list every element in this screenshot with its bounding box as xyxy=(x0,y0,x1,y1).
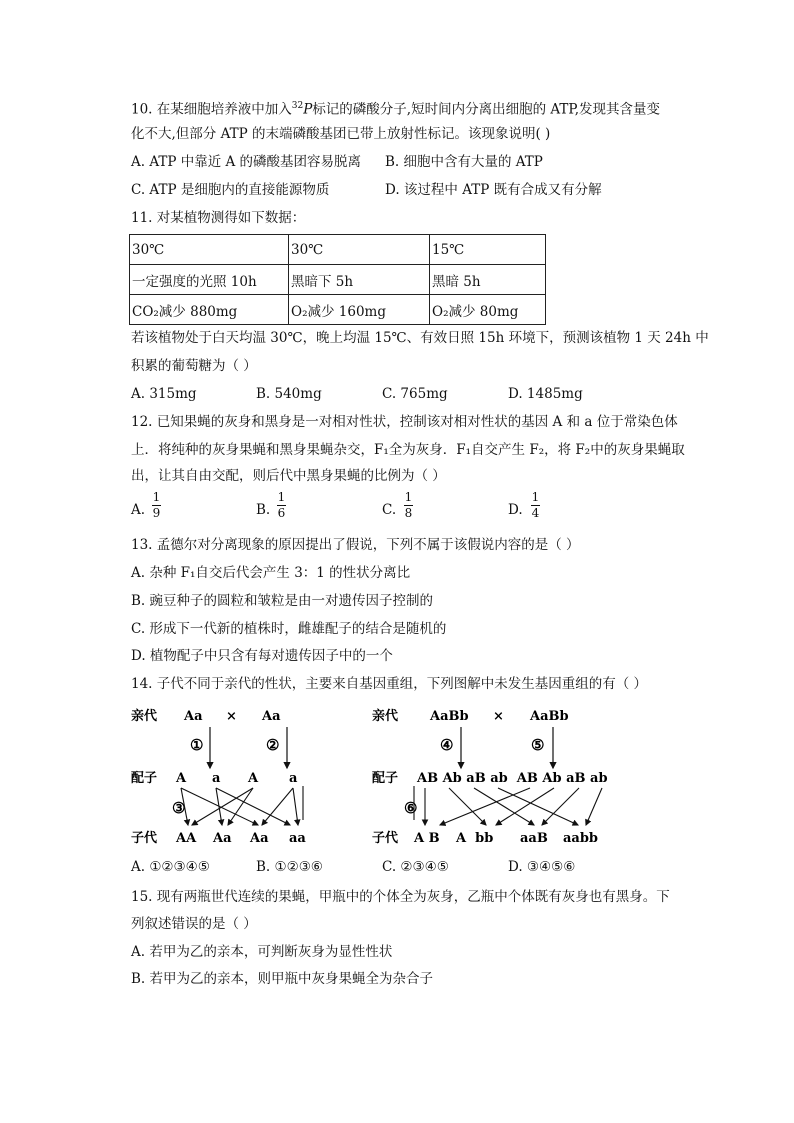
q12-stem-line1: 12. 已知果蝇的灰身和黑身是一对相对性状，控制该对相对性状的基因 A 和 a 位于常染色体 xyxy=(131,414,678,430)
step-3-label: ③ xyxy=(172,799,186,817)
gamete-a-1: a xyxy=(212,771,221,786)
left-parent-label: 亲代 xyxy=(131,709,158,724)
right-offspring-label: 子代 xyxy=(372,831,399,846)
offspring-A_bb: A bb xyxy=(456,831,494,846)
right-gamete-label: 配子 xyxy=(372,771,399,786)
offspring-A_B_: A B xyxy=(414,831,440,846)
table-row xyxy=(130,295,546,325)
q10-stem-line1 xyxy=(131,96,660,120)
right-gametes: AB Ab aB ab AB Ab aB ab xyxy=(417,771,608,786)
q12-option-b-label: B. xyxy=(256,502,271,518)
q11-option-b: B. 540mg xyxy=(256,386,322,402)
q12-option-a-label: A. xyxy=(131,502,146,518)
table-cell: 黑暗 5h xyxy=(430,265,546,295)
offspring-Aa-1: Aa xyxy=(213,831,232,846)
left-parent-2: Aa xyxy=(262,709,281,724)
table-row xyxy=(130,265,546,295)
q11-option-c: C. 765mg xyxy=(382,386,448,402)
q12-stem-line3: 出，让其自由交配，则后代中黑身果蝇的比例为（ ） xyxy=(131,468,446,484)
q13-option-a: A. 杂种 F₁自交后代会产生 3：1 的性状分离比 xyxy=(131,565,411,581)
q10-option-b: B. 细胞中含有大量的 ATP xyxy=(385,154,543,170)
denominator: 6 xyxy=(277,506,286,520)
q11-option-a: A. 315mg xyxy=(131,386,197,402)
table-cell: 30℃ xyxy=(130,235,289,265)
q15-stem-line1: 15. 现有两瓶世代连续的果蝇，甲瓶中的个体全为灰身，乙瓶中个体既有灰身也有黑身。下 xyxy=(131,889,670,905)
q14-option-d: D. ③④⑤⑥ xyxy=(508,859,576,875)
q11-stem-line1: 若该植物处于白天均温 30℃，晚上均温 15℃、有效日照 15h 环境下，预测该植物 1 天 24h 中 xyxy=(131,330,709,346)
q12-option-c-fraction xyxy=(404,491,413,520)
right-parent-label: 亲代 xyxy=(372,709,399,724)
q10-option-d: D. 该过程中 ATP 既有合成又有分解 xyxy=(385,182,602,198)
q14-option-b: B. ①②③⑥ xyxy=(256,859,323,875)
q12-option-b-fraction xyxy=(277,491,286,520)
left-gamete-label: 配子 xyxy=(131,771,158,786)
fertilization-arrows-left xyxy=(181,786,303,825)
q12-option-a-fraction xyxy=(152,491,161,520)
q10-option-c: C. ATP 是细胞内的直接能源物质 xyxy=(131,182,330,198)
numerator: 1 xyxy=(152,490,161,504)
numerator: 1 xyxy=(531,490,540,504)
gamete-A-2: A xyxy=(248,771,259,786)
q13-option-c: C. 形成下一代新的植株时，雌雄配子的结合是随机的 xyxy=(131,621,447,637)
q10-text-a: 10. 在某细胞培养液中加入 xyxy=(131,101,292,118)
step-4-label: ④ xyxy=(440,736,454,754)
table-cell: 15℃ xyxy=(430,235,546,265)
table-cell: 一定强度的光照 10h xyxy=(130,265,289,295)
q15-stem-line2: 列叙述错误的是（ ） xyxy=(131,916,257,932)
offspring-Aa-2: Aa xyxy=(250,831,269,846)
q15-option-a: A. 若甲为乙的亲本，可判断灰身为显性性状 xyxy=(131,944,393,960)
q10-text-b: 标记的磷酸分子,短时间内分离出细胞的 ATP,发现其含量变 xyxy=(312,101,661,118)
q11-option-d: D. 1485mg xyxy=(508,386,583,402)
left-cross-sign: × xyxy=(226,709,237,724)
q14-option-a: A. ①②③④⑤ xyxy=(131,859,210,875)
q12-option-c-label: C. xyxy=(382,502,397,518)
q11-data-table xyxy=(129,234,546,325)
table-cell: 黑暗下 5h xyxy=(289,265,430,295)
right-cross-diagram xyxy=(372,708,608,846)
left-offspring-label: 子代 xyxy=(131,831,158,846)
fertilization-arrows-right xyxy=(414,786,602,825)
left-parent-1: Aa xyxy=(184,709,203,724)
q13-stem: 13. 孟德尔对分离现象的原因提出了假说，下列不属于该假说内容的是（ ） xyxy=(131,537,580,553)
q11-stem: 11. 对某植物测得如下数据： xyxy=(131,210,306,226)
q14-stem: 14. 子代不同于亲代的性状，主要来自基因重组，下列图解中未发生基因重组的有（ ） xyxy=(131,676,648,692)
denominator: 4 xyxy=(531,506,540,520)
step-6-label: ⑥ xyxy=(404,799,418,817)
table-cell: O₂减少 160mg xyxy=(289,295,430,325)
offspring-aa: aa xyxy=(289,831,306,846)
q14-genetics-diagram xyxy=(0,700,794,850)
right-cross-sign: × xyxy=(493,709,504,724)
table-cell: O₂减少 80mg xyxy=(430,295,546,325)
step-5-label: ⑤ xyxy=(531,736,545,754)
q12-option-d-fraction xyxy=(531,491,540,520)
denominator: 8 xyxy=(404,506,413,520)
q15-option-b: B. 若甲为乙的亲本，则甲瓶中灰身果蝇全为杂合子 xyxy=(131,971,434,987)
q12-option-d-label: D. xyxy=(508,502,523,518)
offspring-AA: AA xyxy=(176,831,197,846)
table-cell: CO₂减少 880mg xyxy=(130,295,289,325)
table-row xyxy=(130,235,546,265)
right-parent-2: AaBb xyxy=(530,709,569,724)
q10-stem-line2: 化不大,但部分 ATP 的末端磷酸基团已带上放射性标记。该现象说明( ) xyxy=(131,126,551,142)
q10-option-a: A. ATP 中靠近 A 的磷酸基团容易脱离 xyxy=(131,154,362,170)
left-cross-diagram xyxy=(131,708,306,846)
offspring-aabb: aabb xyxy=(563,831,599,846)
q14-option-c: C. ②③④⑤ xyxy=(382,859,449,875)
offspring-aaB_: aaB xyxy=(520,831,548,846)
q11-stem-line2: 积累的葡萄糖为（ ） xyxy=(131,358,257,374)
right-parent-1: AaBb xyxy=(430,709,469,724)
numerator: 1 xyxy=(404,490,413,504)
denominator: 9 xyxy=(152,506,161,520)
q13-option-d: D. 植物配子中只含有每对遗传因子中的一个 xyxy=(131,648,393,664)
q10-superscript: 32 xyxy=(291,101,304,111)
q13-option-b: B. 豌豆种子的圆粒和皱粒是由一对遗传因子控制的 xyxy=(131,593,434,609)
q10-p-symbol: P xyxy=(303,101,313,118)
gamete-a-2: a xyxy=(289,771,298,786)
step-2-label: ② xyxy=(266,736,280,754)
table-cell: 30℃ xyxy=(289,235,430,265)
gamete-A-1: A xyxy=(176,771,187,786)
step-1-label: ① xyxy=(190,736,204,754)
q12-stem-line2: 上．将纯种的灰身果蝇和黑身果蝇杂交，F₁全为灰身．F₁自交产生 F₂，将 F₂中的灰身果蝇取 xyxy=(131,442,685,458)
numerator: 1 xyxy=(277,490,286,504)
